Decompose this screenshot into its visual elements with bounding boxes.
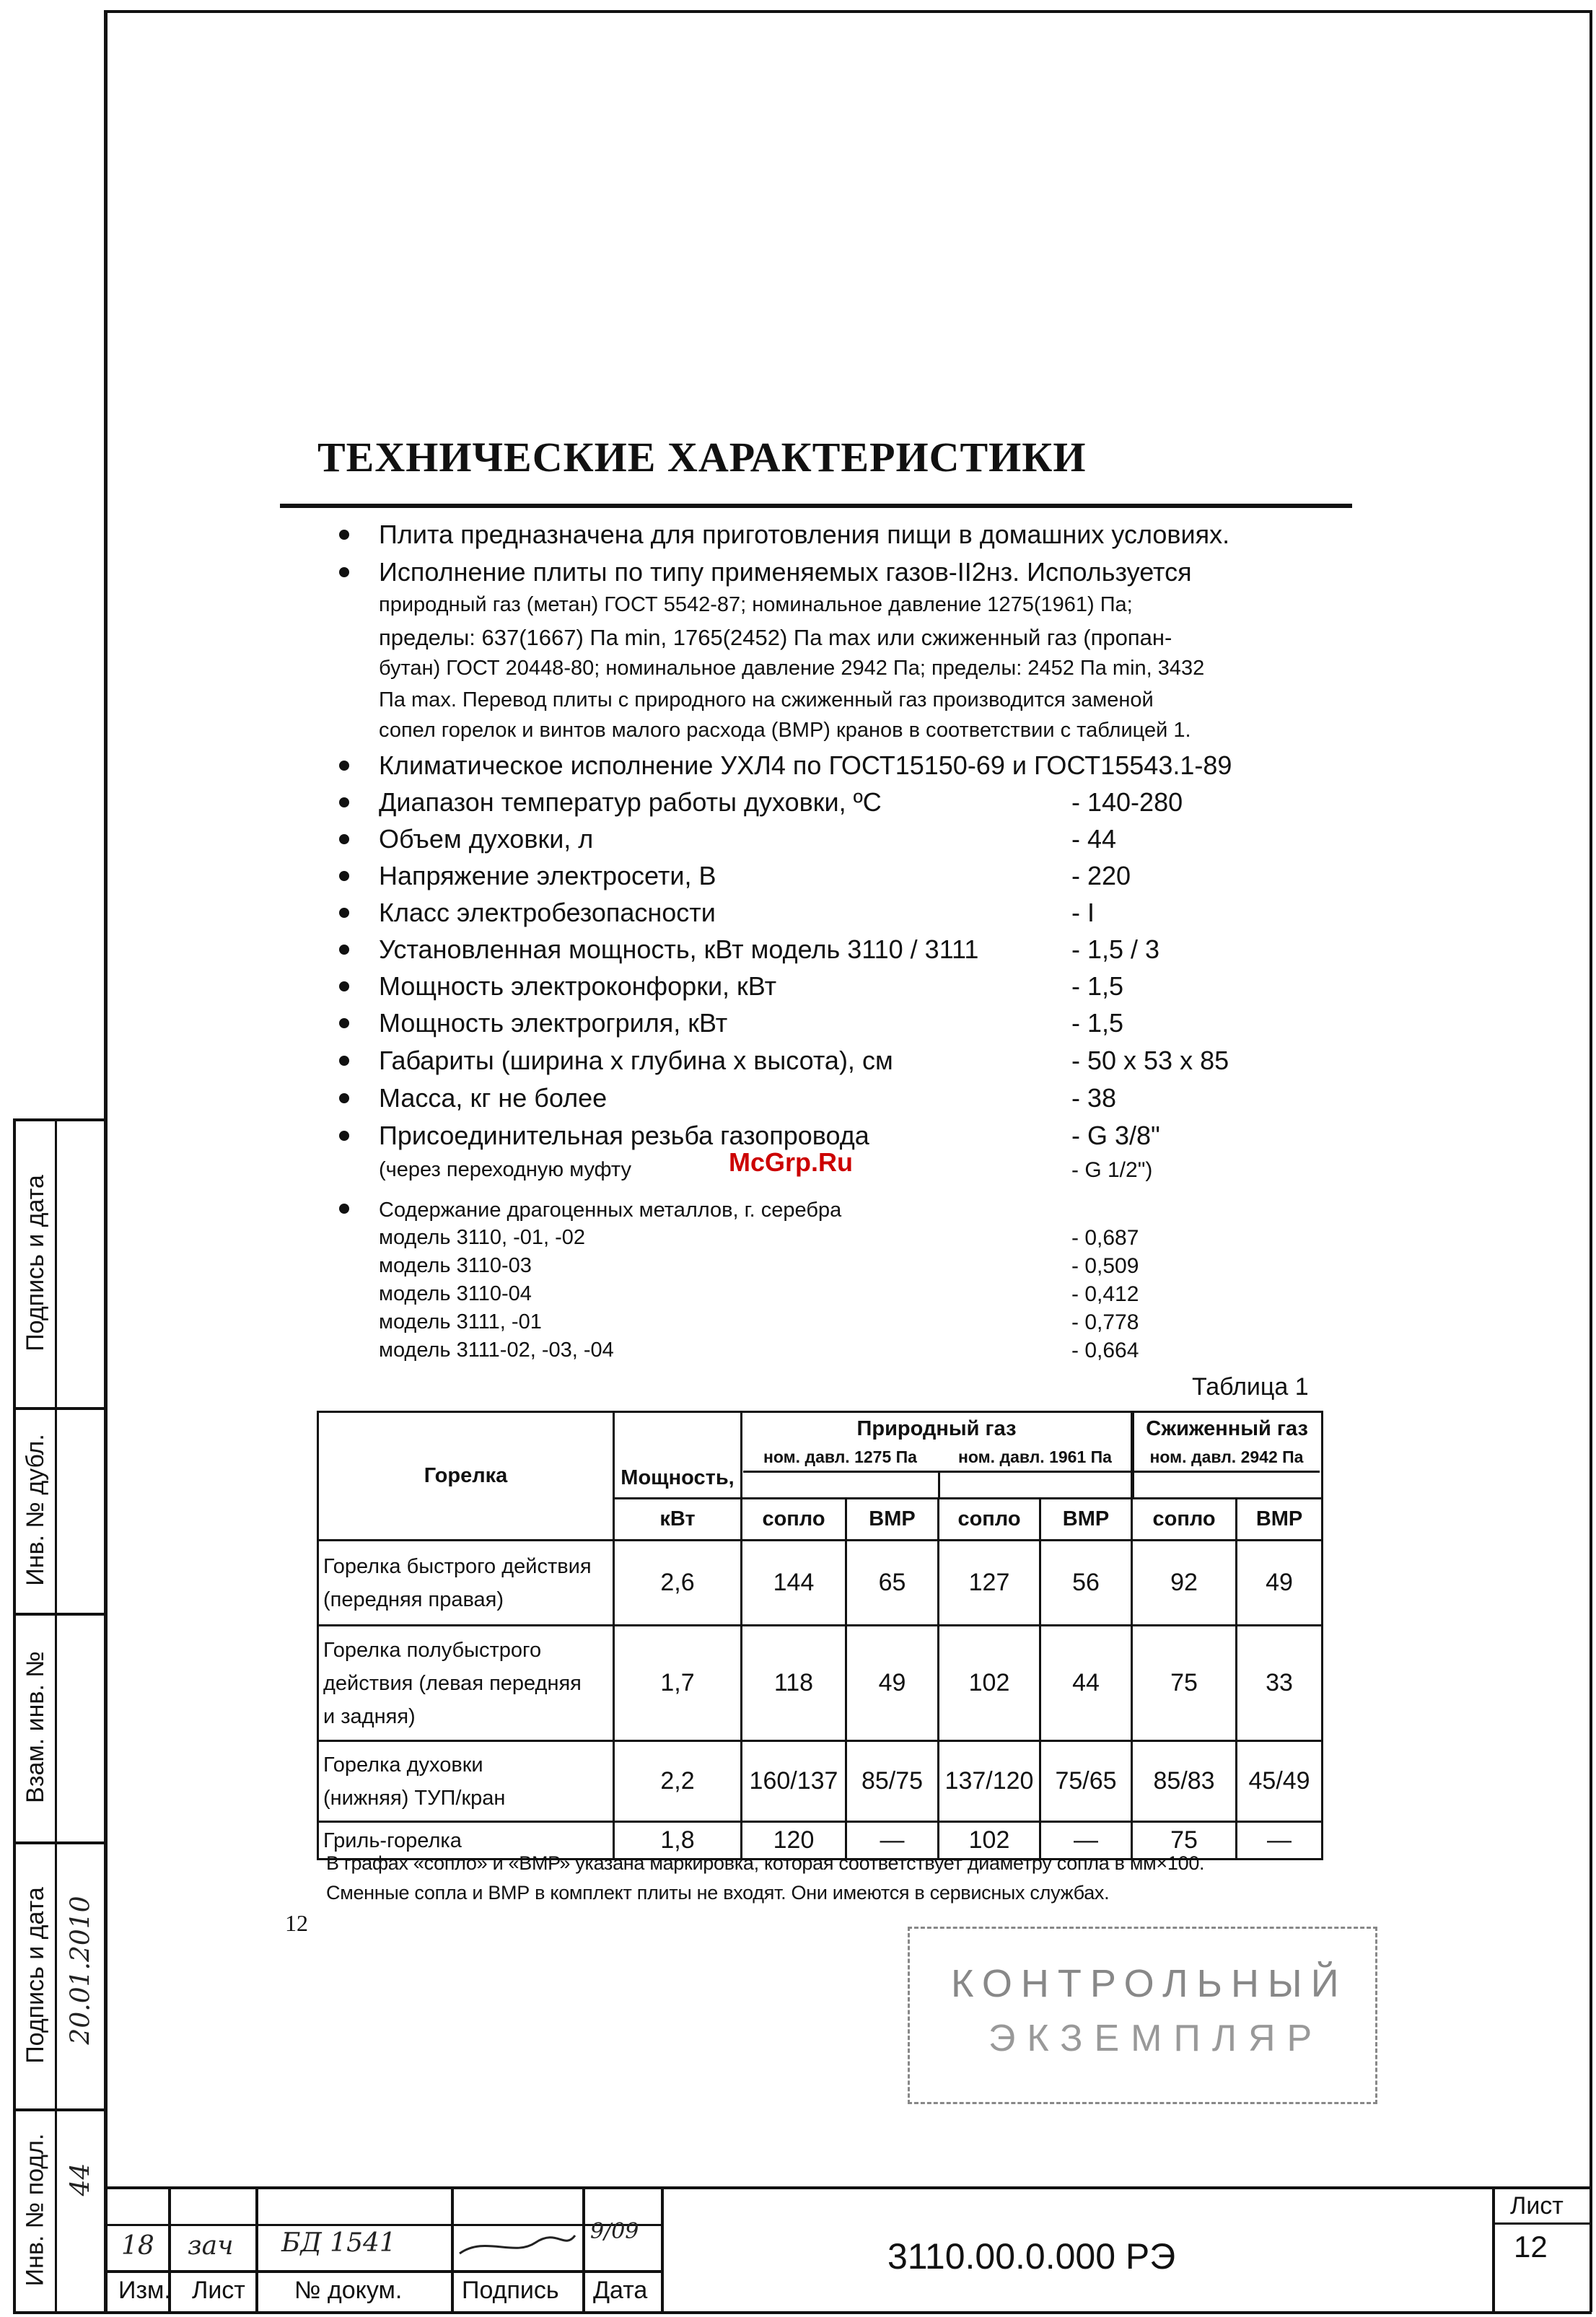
cell-nozzle-2942: 85/83 xyxy=(1132,1741,1237,1822)
cell-vmr-1961: — xyxy=(1040,1822,1132,1860)
side-label-interchange-inv: Взам. инв. № xyxy=(21,1651,49,1803)
handwritten-izm: 18 xyxy=(121,2231,154,2261)
table-note-line-1: В графах «сопло» и «ВМР» указана маркировка, которая соответствует диаметру сопла в мм×100. xyxy=(326,1852,1205,1874)
frame-right-border xyxy=(1590,10,1592,2312)
table-row xyxy=(318,1626,1323,1741)
page-number: 12 xyxy=(285,1910,308,1936)
label-list: Лист xyxy=(192,2277,245,2304)
spec-gas-line-3: пределы: 637(1667) Па min, 1765(2452) Па max или сжиженный газ (пропан- xyxy=(379,625,1172,650)
spec-value: - 38 xyxy=(1071,1083,1117,1113)
bullet-icon xyxy=(339,530,349,540)
spec-thread-note: (через переходную муфту xyxy=(379,1158,631,1181)
bullet-icon xyxy=(339,1204,349,1214)
header-divider xyxy=(938,1471,940,1498)
burner-power: 2,2 xyxy=(614,1741,742,1822)
cell-nozzle-1961: 102 xyxy=(939,1822,1040,1860)
metal-value: - 0,412 xyxy=(1071,1282,1139,1306)
cell-nozzle-2942: 92 xyxy=(1132,1541,1237,1626)
title-block-col-line xyxy=(255,2186,258,2313)
cell-nozzle-1275: 144 xyxy=(742,1541,846,1626)
bullet-icon xyxy=(339,945,349,955)
bullet-icon xyxy=(339,871,349,881)
cell-vmr-1275: 49 xyxy=(846,1626,939,1741)
spec-value: - 1,5 / 3 xyxy=(1071,934,1160,964)
side-label-orig-inv: Инв. № подл. xyxy=(21,2133,49,2287)
burner-name: Горелка полубыстрого действия (левая передняя и задняя) xyxy=(318,1626,614,1741)
frame-top-border xyxy=(104,10,1592,13)
stamp-line-2: ЭКЗЕМПЛЯР xyxy=(988,2018,1324,2059)
header-liquid-gas: Сжиженный газ xyxy=(1132,1412,1323,1499)
document-code: 3110.00.0.000 РЭ xyxy=(887,2236,1176,2277)
spec-value: - 1,5 xyxy=(1071,971,1124,1001)
burner-power: 1,7 xyxy=(614,1626,742,1741)
spec-value: - 220 xyxy=(1071,861,1131,890)
title-underline xyxy=(280,504,1352,508)
header-vmr: ВМР xyxy=(846,1499,939,1541)
burner-power: 1,8 xyxy=(614,1822,742,1860)
cell-vmr-2942: 45/49 xyxy=(1237,1741,1323,1822)
spec-value: - 1,5 xyxy=(1071,1008,1124,1038)
metal-value: - 0,509 xyxy=(1071,1254,1139,1278)
header-vmr: ВМР xyxy=(1040,1499,1132,1541)
bullet-icon xyxy=(339,797,349,807)
frame-bottom-border xyxy=(104,2311,1592,2314)
title-block-row-line xyxy=(104,2224,661,2226)
header-nozzle: сопло xyxy=(1132,1499,1237,1541)
burner-power: 2,6 xyxy=(614,1541,742,1626)
bullet-icon xyxy=(339,567,349,577)
handwritten-date: 9/09 xyxy=(590,2219,639,2244)
side-stamp-border xyxy=(55,1118,57,2311)
title-block-row-line xyxy=(104,2270,661,2273)
metal-model: модель 3110-03 xyxy=(379,1254,532,1277)
header-divider xyxy=(1132,1413,1134,1498)
label-date: Дата xyxy=(593,2277,648,2304)
cell-nozzle-1275: 120 xyxy=(742,1822,846,1860)
label-izm: Изм. xyxy=(118,2277,171,2304)
header-divider xyxy=(743,1471,1320,1473)
header-pressure-2942: ном. давл. 2942 Па xyxy=(1149,1447,1304,1466)
cell-vmr-2942: 33 xyxy=(1237,1626,1323,1741)
cell-nozzle-2942: 75 xyxy=(1132,1626,1237,1741)
bullet-icon xyxy=(339,761,349,771)
side-label-sign-date: Подпись и дата xyxy=(21,1886,49,2064)
bullet-icon xyxy=(339,1018,349,1028)
cell-vmr-1275: — xyxy=(846,1822,939,1860)
bullet-icon xyxy=(339,1131,349,1141)
side-stamp-divider xyxy=(13,2311,105,2314)
cell-nozzle-1961: 127 xyxy=(939,1541,1040,1626)
header-power: Мощность, xyxy=(614,1412,742,1499)
header-pressure-1961: ном. давл. 1961 Па xyxy=(958,1447,1112,1466)
metal-model: модель 3111-02, -03, -04 xyxy=(379,1339,614,1362)
side-label-sign-date: Подпись и дата xyxy=(21,1174,49,1352)
metal-model: модель 3110-04 xyxy=(379,1282,532,1305)
title-block-col-line xyxy=(582,2186,585,2313)
cell-nozzle-1275: 118 xyxy=(742,1626,846,1741)
header-power-unit: кВт xyxy=(614,1499,742,1541)
label-sign: Подпись xyxy=(462,2277,559,2304)
cell-vmr-1275: 65 xyxy=(846,1541,939,1626)
spec-gas-line-5: Па max. Перевод плиты с природного на сжиженный газ производится заменой xyxy=(379,688,1154,711)
header-natural-gas-label: Природный газ xyxy=(856,1417,1017,1440)
handwritten-list: зач xyxy=(188,2231,234,2261)
burner-name: Горелка духовки (нижняя) ТУП/кран xyxy=(318,1741,614,1822)
burner-name: Гриль-горелка xyxy=(318,1822,614,1860)
label-sheet: Лист xyxy=(1510,2192,1564,2220)
sheet-number: 12 xyxy=(1514,2230,1548,2264)
cell-nozzle-1275: 160/137 xyxy=(742,1741,846,1822)
title-block-col-line xyxy=(451,2186,454,2313)
page-title: ТЕХНИЧЕСКИЕ ХАРАКТЕРИСТИКИ xyxy=(317,434,1087,481)
stamp-line-1: КОНТРОЛЬНЫЙ xyxy=(951,1962,1348,2005)
spec-value: - 50 х 53 х 85 xyxy=(1071,1046,1229,1075)
handwritten-signature xyxy=(456,2228,579,2264)
handwritten-doc-no: БД 1541 xyxy=(281,2228,396,2258)
bullet-icon xyxy=(339,1056,349,1066)
spec-gas-line-6: сопел горелок и винтов малого расхода (ВМР) кранов в соответствии с таблицей 1. xyxy=(379,719,1191,742)
bullet-icon xyxy=(339,981,349,991)
side-handwritten-date: 20.01.2010 xyxy=(66,1895,96,2045)
control-copy-stamp xyxy=(908,1927,1377,2104)
burner-name: Горелка быстрого действия (передняя правая) xyxy=(318,1541,614,1626)
metal-value: - 0,687 xyxy=(1071,1226,1139,1250)
watermark: McGrp.Ru xyxy=(729,1147,854,1177)
cell-vmr-1961: 75/65 xyxy=(1040,1741,1132,1822)
spec-value: - I xyxy=(1071,898,1095,927)
header-nozzle: сопло xyxy=(939,1499,1040,1541)
spec-value: - 44 xyxy=(1071,824,1117,854)
title-block-col-line xyxy=(661,2186,664,2313)
spec-gas-line-4: бутан) ГОСТ 20448-80; номинальное давление 2942 Па; пределы: 2452 Па min, 3432 xyxy=(379,657,1205,680)
side-handwritten-number: 44 xyxy=(66,2163,96,2196)
spec-value: - G 3/8" xyxy=(1071,1121,1160,1150)
table-note-line-2: Сменные сопла и ВМР в комплект плиты не входят. Они имеются в сервисных службах. xyxy=(326,1882,1110,1904)
table-row xyxy=(318,1741,1323,1822)
title-block-row-line xyxy=(1492,2222,1592,2225)
metal-model: модель 3111, -01 xyxy=(379,1310,542,1333)
table-caption: Таблица 1 xyxy=(1192,1373,1309,1401)
header-burner: Горелка xyxy=(318,1412,614,1541)
spec-gas-line-2: природный газ (метан) ГОСТ 5542-87; номинальное давление 1275(1961) Па; xyxy=(379,593,1133,616)
frame-left-border xyxy=(104,10,108,2312)
bullet-icon xyxy=(339,1093,349,1103)
cell-vmr-2942: 49 xyxy=(1237,1541,1323,1626)
spec-thread-note-value: - G 1/2") xyxy=(1071,1158,1153,1182)
title-block-top-line xyxy=(104,2186,1592,2189)
cell-nozzle-1961: 137/120 xyxy=(939,1741,1040,1822)
cell-nozzle-1961: 102 xyxy=(939,1626,1040,1741)
cell-vmr-2942: — xyxy=(1237,1822,1323,1860)
cell-vmr-1275: 85/75 xyxy=(846,1741,939,1822)
cell-vmr-1961: 44 xyxy=(1040,1626,1132,1741)
metal-model: модель 3110, -01, -02 xyxy=(379,1226,586,1249)
header-vmr: ВМР xyxy=(1237,1499,1323,1541)
header-pressure-1275: ном. давл. 1275 Па xyxy=(763,1447,917,1466)
label-doc-no: № докум. xyxy=(294,2277,403,2304)
table-row xyxy=(318,1541,1323,1626)
cell-nozzle-2942: 75 xyxy=(1132,1822,1237,1860)
cell-vmr-1961: 56 xyxy=(1040,1541,1132,1626)
metal-value: - 0,778 xyxy=(1071,1310,1139,1334)
metal-value: - 0,664 xyxy=(1071,1339,1139,1362)
header-nozzle: сопло xyxy=(742,1499,846,1541)
nozzle-table xyxy=(317,1411,1323,1860)
spec-value: - 140-280 xyxy=(1071,787,1183,817)
title-block-col-line xyxy=(1492,2186,1495,2313)
bullet-icon xyxy=(339,834,349,844)
side-label-dup-inv: Инв. № дубл. xyxy=(21,1434,49,1586)
bullet-icon xyxy=(339,908,349,918)
